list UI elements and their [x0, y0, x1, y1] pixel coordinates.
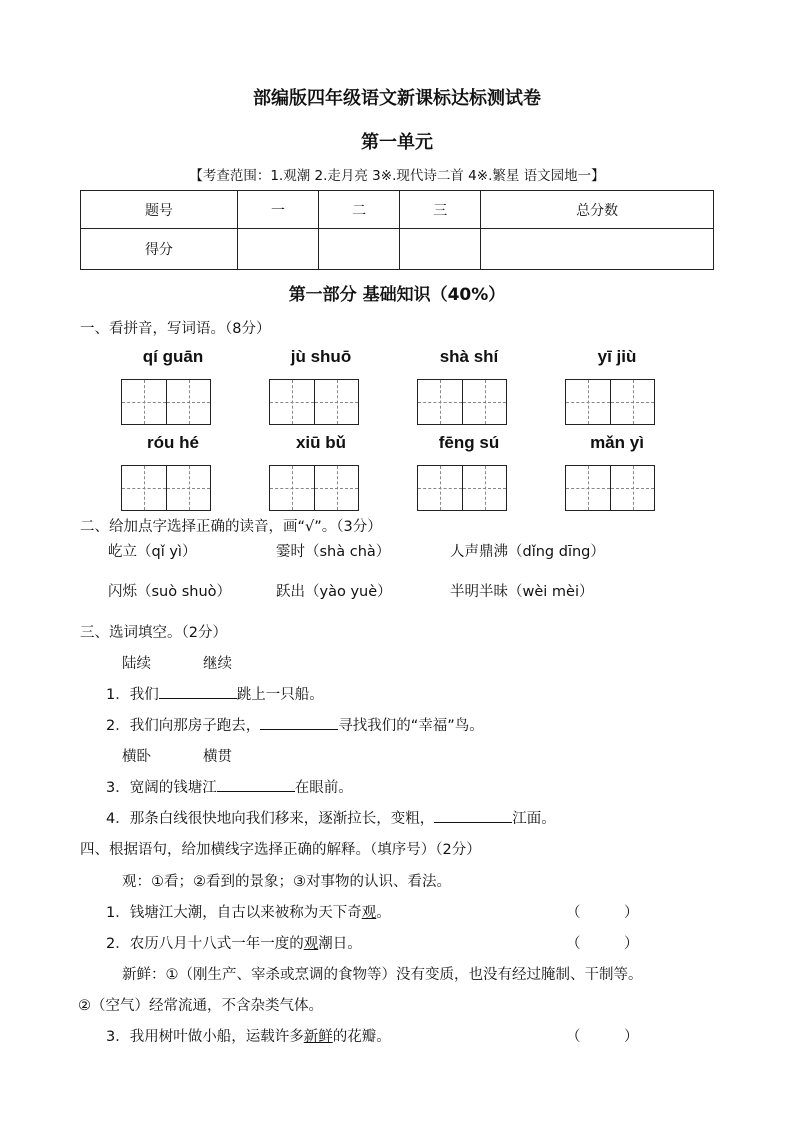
q3-sentence-3: 3．宽阔的钱塘江 在眼前。	[106, 776, 353, 797]
pinyin-label: mǎn yì	[590, 433, 644, 452]
pinyin-label: yī jiù	[597, 347, 637, 366]
score-cell[interactable]	[400, 229, 481, 270]
score-header-cell: 一	[237, 191, 318, 229]
q4-title: 四、根据语句，给加横线字选择正确的解释。（填序号）（2分）	[80, 842, 481, 858]
pinyin-label: fēng sú	[438, 433, 500, 452]
q2-title: 二、给加点字选择正确的读音，画“√”。（3分）	[80, 519, 382, 535]
answer-parentheses[interactable]: （ ）	[566, 936, 639, 952]
score-row-label: 得分	[81, 229, 238, 270]
pinyin-label: shà shí	[439, 347, 499, 366]
part1-title: 第一部分 基础知识（40%）	[288, 285, 506, 305]
score-cell[interactable]	[481, 229, 714, 270]
q2-option[interactable]: 半明半昧（wèi mèi）	[450, 584, 594, 600]
fill-blank[interactable]	[217, 777, 295, 792]
word-choice: 陆续	[122, 656, 151, 672]
writing-grid[interactable]	[565, 379, 655, 425]
q2-option[interactable]: 霎时（shà chà）	[276, 544, 391, 560]
score-header-cell: 三	[400, 191, 481, 229]
writing-grid[interactable]	[269, 379, 359, 425]
answer-parentheses[interactable]: （ ）	[566, 1029, 639, 1045]
writing-grid[interactable]	[121, 379, 211, 425]
writing-grid[interactable]	[269, 465, 359, 511]
pinyin-label: qí guān	[142, 347, 204, 366]
fill-blank[interactable]	[434, 808, 512, 823]
q3-sentence-2: 2．我们向那房子跑去， 寻找我们的“幸福”鸟。	[106, 714, 484, 735]
definition-xinxian: 新鲜：①（刚生产、宰杀或烹调的食物等）没有变质，也没有经过腌制、干制等。	[122, 967, 643, 983]
pinyin-label: jù shuō	[290, 347, 352, 366]
exam-scope: 【考查范围：1.观潮 2.走月亮 3※.现代诗二首 4※.繁星 语文园地一】	[189, 168, 605, 184]
unit-title: 第一单元	[361, 132, 433, 153]
writing-grid[interactable]	[417, 379, 507, 425]
q4-sentence-3: 3．我用树叶做小船，运载许多新鲜的花瓣。	[106, 1029, 391, 1045]
exam-title: 部编版四年级语文新课标达标测试卷	[253, 88, 541, 109]
writing-grid[interactable]	[417, 465, 507, 511]
word-choice: 横卧	[122, 749, 151, 765]
q3-sentence-4: 4．那条白线很快地向我们移来，逐渐拉长，变粗， 江面。	[106, 807, 556, 828]
word-choice: 继续	[203, 656, 232, 672]
score-cell[interactable]	[319, 229, 400, 270]
q2-option[interactable]: 闪烁（suò shuò）	[108, 584, 232, 600]
score-cell[interactable]	[237, 229, 318, 270]
fill-blank[interactable]	[159, 684, 237, 699]
q4-sentence-1: 1．钱塘江大潮，自古以来被称为天下奇观。	[106, 905, 391, 921]
definition-xinxian-2: ②（空气）经常流通，不含杂类气体。	[78, 998, 323, 1014]
writing-grid[interactable]	[565, 465, 655, 511]
score-header-cell: 题号	[81, 191, 238, 229]
score-header-cell: 总分数	[481, 191, 714, 229]
q4-sentence-2: 2．农历八月十八式一年一度的观潮日。	[106, 936, 362, 952]
definition-guan: 观：①看；②看到的景象；③对事物的认识、看法。	[122, 874, 451, 890]
score-header-cell: 二	[319, 191, 400, 229]
q2-option[interactable]: 跃出（yào yuè）	[276, 584, 392, 600]
q3-title: 三、选词填空。（2分）	[80, 625, 227, 641]
q1-title: 一、看拼音，写词语。（8分）	[80, 321, 271, 337]
answer-parentheses[interactable]: （ ）	[566, 905, 639, 921]
fill-blank[interactable]	[260, 715, 338, 730]
pinyin-label: róu hé	[147, 433, 199, 452]
q2-option[interactable]: 人声鼎沸（dǐng dīng）	[450, 544, 605, 560]
writing-grid[interactable]	[121, 465, 211, 511]
q2-option[interactable]: 屹立（qǐ yì）	[108, 544, 197, 560]
score-table	[80, 190, 714, 270]
pinyin-label: xiū bǔ	[295, 433, 347, 452]
q3-sentence-1: 1．我们 跳上一只船。	[106, 683, 324, 704]
word-choice: 横贯	[203, 749, 232, 765]
